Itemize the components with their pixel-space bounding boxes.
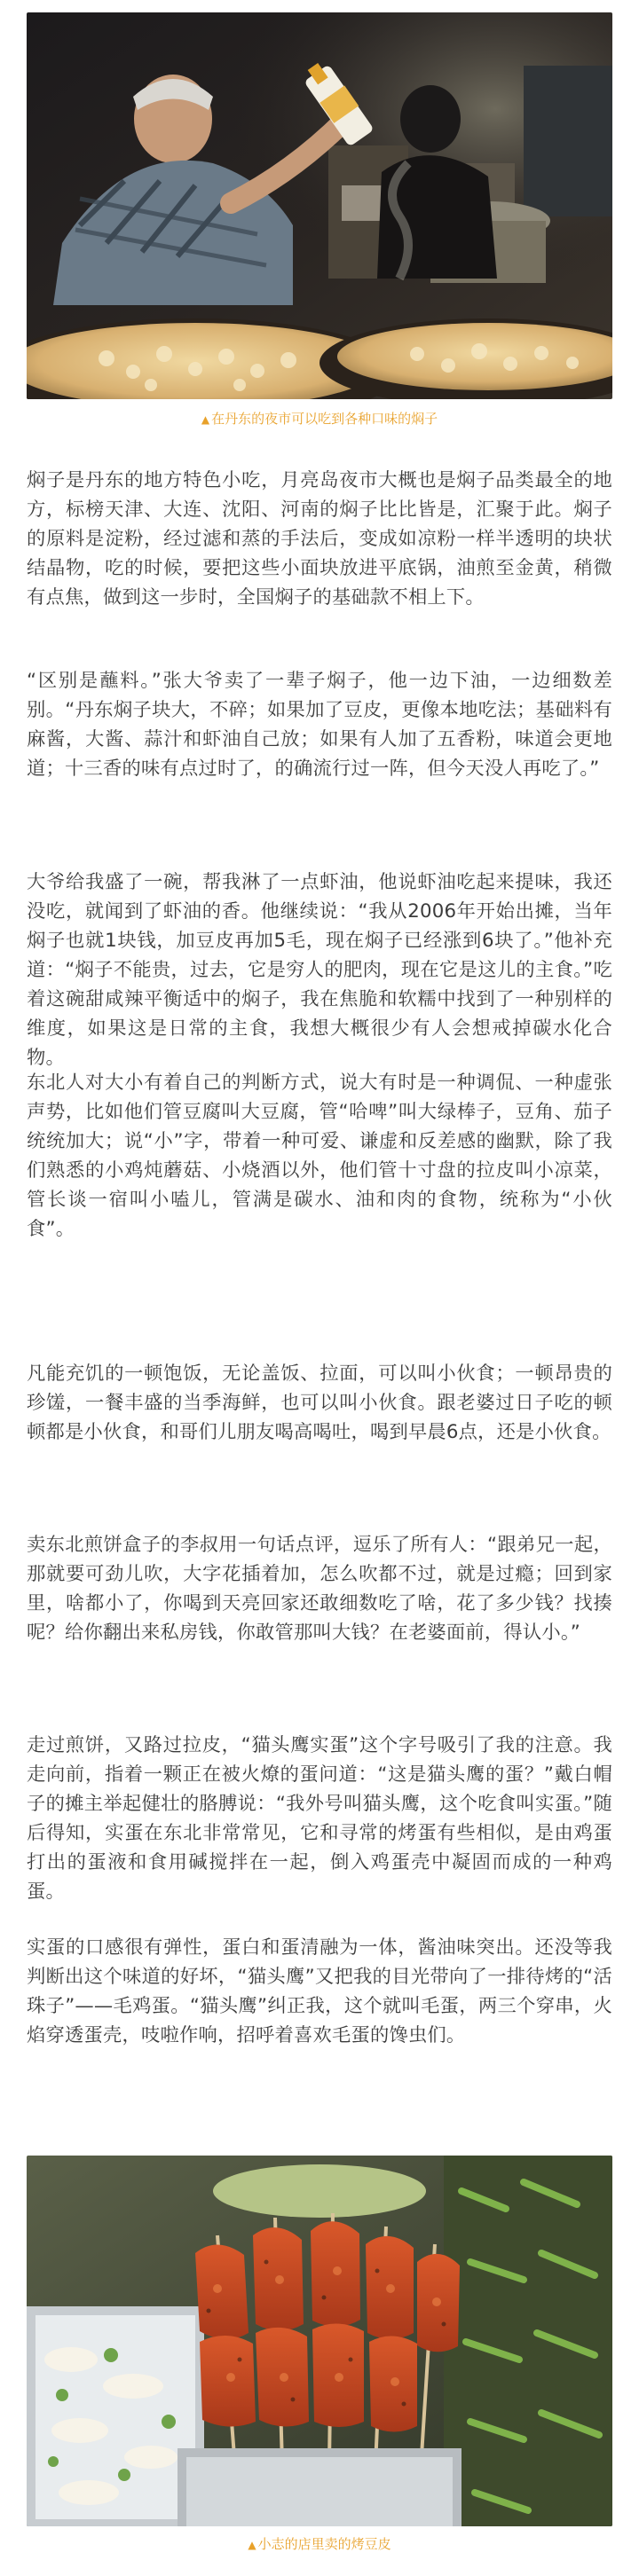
triangle-icon: ▲ <box>201 413 210 426</box>
paragraph-uncle-li-quote: 卖东北煎饼盒子的李叔用一句话点评，逗乐了所有人：“跟弟兄一起，那就要可劲儿吹，大字花插着加，怎么吹都不过，就是过瘾；回到家里，啥都小了，你喝到天亮回家还敢细数吃了啥，花了多少钱？找揍呢？给你翻出来私房钱，你敢管那叫大钱？在老婆面前，得认小。” <box>27 1534 612 1644</box>
photo-caption-bottom <box>0 2535 639 2554</box>
caption-text: 小志的店里卖的烤豆皮 <box>257 2536 391 2552</box>
grilled-tofu-skin-photo <box>27 2156 612 2526</box>
paragraph-menzi-intro: 焖子是丹东的地方特色小吃，月亮岛夜市大概也是焖子品类最全的地方，标榜天津、大连、沈阳、河南的焖子比比皆是，汇聚于此。焖子的原料是淀粉，经过滤和蒸的手法后，变成如凉粉一样半透明的块状结晶物，吃的时候，要把这些小面块放进平底锅，油煎至金黄，稍微有点焦，做到这一步时，全国焖子的基础款不相上下。 <box>27 469 612 609</box>
paragraph-xiao-huoshi: 凡能充饥的一顿饱饭，无论盖饭、拉面，可以叫小伙食；一顿昂贵的珍馐，一餐丰盛的当季海鲜，也可以叫小伙食。跟老婆过日子吃的顿顿都是小伙食，和哥们儿朋友喝高喝吐，喝到早晨6点，还是小伙食。 <box>27 1363 612 1443</box>
paragraph-big-and-small: 东北人对大小有着自己的判断方式，说大有时是一种调侃、一种虚张声势，比如他们管豆腐叫大豆腐，管“哈啤”叫大绿棒子，豆角、茄子统统加大；说“小”字，带着一种可爱、谦虚和反差感的幽默，除了我们熟悉的小鸡炖蘑菇、小烧酒以外，他们管十寸盘的拉皮叫小凉菜，管长谈一宿叫小嗑儿，管满是碳水、油和肉的食物，统称为“小伙食”。 <box>27 1072 612 1240</box>
grilled-tofu-skin-image <box>27 2156 612 2526</box>
triangle-icon: ▲ <box>248 2539 256 2551</box>
photo-caption-top <box>0 410 639 428</box>
paragraph-maodan: 实蛋的口感很有弹性，蛋白和蛋清融为一体，酱油味突出。还没等我判断出这个味道的好坏，“猫头鹰”又把我的目光带向了一排待烤的“活珠子”——毛鸡蛋。“猫头鹰”纠正我，这个就叫毛蛋，两三个穿串，火焰穿透蛋壳，吱啦作响，招呼着喜欢毛蛋的馋虫们。 <box>27 1936 612 2046</box>
caption-text: 在丹东的夜市可以吃到各种口味的焖子 <box>211 411 438 427</box>
night-market-photo <box>27 12 612 399</box>
paragraph-dipping-sauce: “区别是蘸料。”张大爷卖了一辈子焖子，他一边下油，一边细数差别。“丹东焖子块大，不碎；如果加了豆皮，更像本地吃法；基础料有麻酱，大酱、蒜汁和虾油自己放；如果有人加了五香粉，味道会更地道；十三香的味有点过时了，的确流行过一阵，但今天没人再吃了。” <box>27 670 612 780</box>
night-market-image <box>27 12 612 399</box>
paragraph-owl-shidan: 走过煎饼，又路过拉皮，“猫头鹰实蛋”这个字号吸引了我的注意。我走向前，指着一颗正在被火燎的蛋问道：“这是猫头鹰的蛋？”戴白帽子的摊主举起健壮的胳膊说：“我外号叫猫头鹰，这个吃食叫实蛋。”随后得知，实蛋在东北非常常见，它和寻常的烤蛋有些相似，是由鸡蛋打出的蛋液和食用碱搅拌在一起，倒入鸡蛋壳中凝固而成的一种鸡蛋。 <box>27 1734 612 1903</box>
paragraph-shrimp-oil: 大爷给我盛了一碗，帮我淋了一点虾油，他说虾油吃起来提味，我还没吃，就闻到了虾油的香。他继续说：“我从2006年开始出摊，当年焖子也就1块钱，加豆皮再加5毛，现在焖子已经涨到6块了。”他补充道：“焖子不能贵，过去，它是穷人的肥肉，现在它是这儿的主食。”吃着这碗甜咸辣平衡适中的焖子，我在焦脆和软糯中找到了一种别样的维度，如果这是日常的主食，我想大概很少有人会想戒掉碳水化合物。 <box>27 871 612 1069</box>
